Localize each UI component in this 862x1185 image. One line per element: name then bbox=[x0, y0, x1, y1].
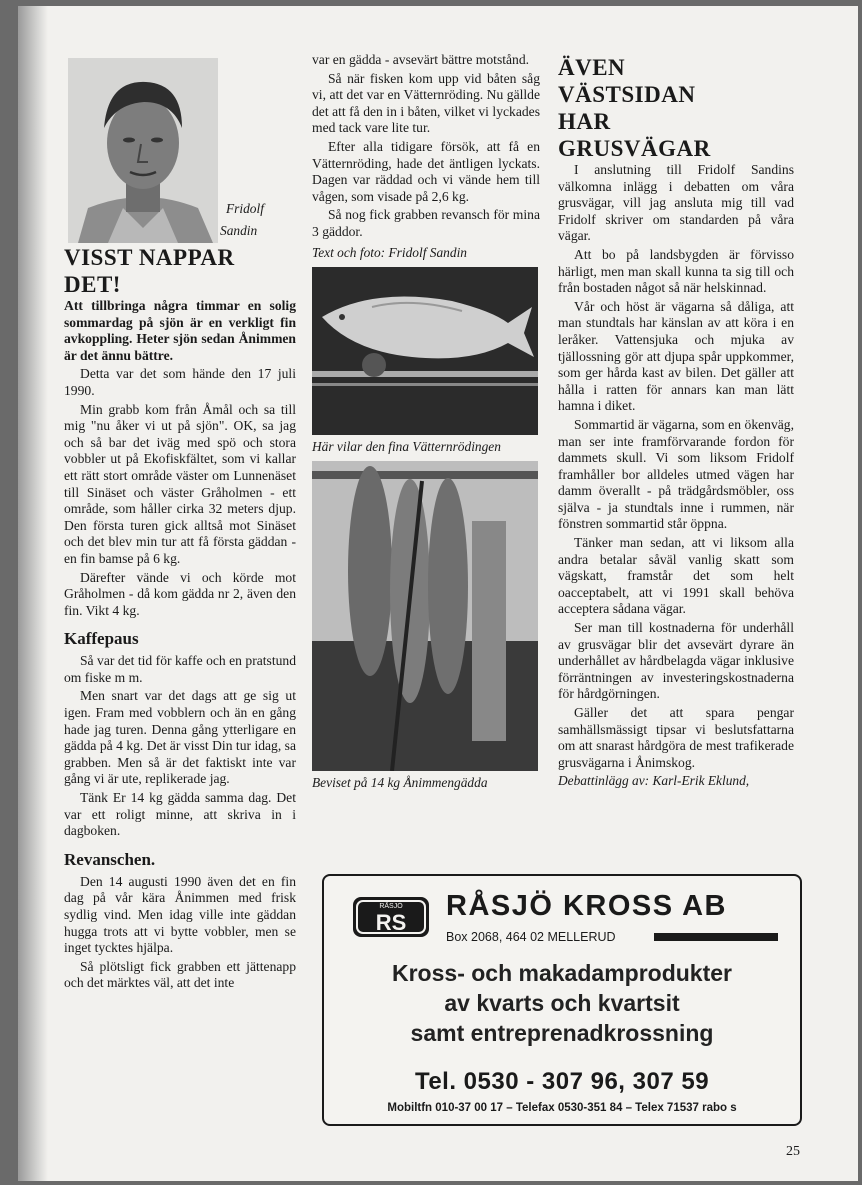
ad-mobile-fax-telex: Mobiltfn 010-37 00 17 – Telefax 0530-351 84 – Telex 71537 rabo s bbox=[387, 1102, 737, 1114]
author-first-name: Fridolf bbox=[226, 201, 264, 216]
left-column bbox=[64, 244, 296, 994]
left-headline: VISST NAPPAR DET! bbox=[64, 245, 235, 297]
right-paragraph-5: Tänker man sedan, att vi liksom alla andra betalar såväl vanlig skatt som vägskatt, framstår det som helt oacceptabelt, att vi 1991 skall behöva acceptera sådana vägar. bbox=[558, 535, 794, 617]
portrait-caption bbox=[220, 198, 264, 242]
left-paragraph-2: Min grabb kom från Åmål och sa till mig "nu åker vi ut på sjön". OK, sa jag och så bar det iväg med spö och stora vobbler ut på Ekofiskfältet, som vi kallar ett rätt stort område väster om Lunnenäset till Sinäset och väster Gråholmen - ett område, som håller cirka 32 meters djup. Den första turen gick alltså mot Sinäset och det blev min tur att få första gäddan - en fin bamse på 6 kg. bbox=[64, 401, 296, 566]
left-lead: Att tillbringa några timmar en solig sommardag på sjön är en verkligt fin avkoppling. Heter sjön sedan Ånimmen är det ännu bättre. bbox=[64, 298, 296, 363]
left-paragraph-3: Därefter vände vi och körde mot Gråholmen - då kom gädda nr 2, även den fin. Vikt 4 kg. bbox=[64, 569, 296, 618]
logo-small-text: RÅSJÖ bbox=[379, 903, 403, 910]
pike-catch-caption: Beviset på 14 kg Ånimmengädda bbox=[312, 774, 488, 790]
left-paragraph-6: Tänk Er 14 kg gädda samma dag. Det var ett roligt minne, att skriva in i dagboken. bbox=[64, 790, 296, 839]
ad-products-line-2: av kvarts och kvartsit bbox=[444, 990, 680, 1016]
left-paragraph-8: Så plötsligt fick grabben ett jättenapp och det märktes väl, att det inte bbox=[64, 958, 296, 991]
middle-column bbox=[312, 52, 540, 797]
middle-paragraph-3: Efter alla tidigare försök, att få en Vätternröding, hade det äntligen lyckats. Dagen var räddad och vi vände hem till vågen, som visade på 2,6 kg. bbox=[312, 138, 540, 204]
author-last-name: Sandin bbox=[220, 223, 258, 238]
ad-products-line-3: samt entreprenadkrossning bbox=[410, 1020, 714, 1046]
logo-letters: RS bbox=[375, 910, 407, 935]
page-number: 25 bbox=[786, 1144, 800, 1159]
left-paragraph-5: Men snart var det dags att ge sig ut igen. Fram med vobblern och än en gång hade jag turen. Denna gång ytterligare en gädda på 4 kg. Det är visst Din tur idag, sa grabben. Men så är det faktiskt inte var gång vi är ute, replikerade jag. bbox=[64, 688, 296, 787]
right-paragraph-1: I anslutning till Fridolf Sandins välkomna inlägg i debatten om våra grusvägar, vill jag ansluta mig till vad Fridolf skriver om standarden på våra vägar. bbox=[558, 162, 794, 244]
photo-credit: Text och foto: Fridolf Sandin bbox=[312, 244, 467, 260]
char-fish-photo bbox=[312, 267, 538, 435]
left-paragraph-1: Detta var det som hände den 17 juli 1990. bbox=[64, 366, 296, 398]
ad-divider-bar bbox=[654, 933, 778, 941]
middle-paragraph-1: var en gädda - avsevärt bättre motstånd. bbox=[312, 52, 530, 67]
subheading-kaffepaus: Kaffepaus bbox=[64, 629, 139, 649]
pike-catch-photo bbox=[312, 461, 538, 771]
left-paragraph-7: Den 14 augusti 1990 även det en fin dag på vår kära Ånimmen med frisk sydlig vind. Men idag ville inte gäddan hugga trots att vi bytte vobbler, men se inget tycktes hjälpa. bbox=[64, 873, 296, 956]
right-headline: ÄVEN VÄSTSIDAN HAR GRUSVÄGAR bbox=[558, 55, 711, 161]
right-paragraph-2: Att bo på landsbygden är förvisso härligt, men man skall kunna ta sig till och från bostaden något så när helskinnad. bbox=[558, 246, 794, 296]
rasjo-kross-advertisement bbox=[322, 874, 802, 1126]
char-fish-illustration bbox=[312, 267, 538, 435]
subheading-revanschen: Revanschen. bbox=[64, 849, 156, 869]
ad-products bbox=[324, 958, 800, 1048]
ad-address: Box 2068, 464 02 MELLERUD bbox=[446, 930, 616, 944]
right-paragraph-4: Sommartid är vägarna, som en ökenväg, man ser inte framförvarande fordon för dammets skull. Vi som liksom Fridolf framhåller bor alldeles utmed vägen har damm överallt - på trädgårdsmöbler, oss själva - ja stundtals inne i rummen, när fönstren sommartid står öppna. bbox=[558, 416, 794, 532]
char-fish-caption: Här vilar den fina Vätternrödingen bbox=[312, 438, 501, 454]
magazine-page bbox=[18, 6, 858, 1181]
ad-products-line-1: Kross- och makadamprodukter bbox=[392, 960, 732, 986]
right-paragraph-6: Ser man till kostnaderna för underhåll av grusvägar blir det avsevärt dyrare än underhållet av hårdbelagda vägar inklusive förräntningen av investeringskostnaderna för hårdgörningen. bbox=[558, 620, 794, 702]
right-paragraph-7: Gäller det att spara pengar samhällsmässigt tipsar vi beslutsfattarna om att snarast hårdgöra de mest trafikerade grusvägarna i Ånimskog. bbox=[558, 705, 794, 770]
middle-paragraph-4: Så nog fick grabben revansch för mina 3 gäddor. bbox=[312, 207, 540, 239]
right-paragraph-3: Vår och höst är vägarna så dåliga, att man stundtals har känslan av att köra i en leråker. Vattensjuka och mjuka av tjällossning gör att djupa spår uppkommer, som ger hårda kast av bilen. Det gäller att hålla i ratten för annars kan man lätt hamna i diket. bbox=[558, 298, 794, 414]
portrait-illustration bbox=[68, 58, 218, 243]
ad-phone: Tel. 0530 - 307 96, 307 59 bbox=[414, 1068, 710, 1095]
ad-company-name: RÅSJÖ KROSS AB bbox=[446, 890, 727, 922]
middle-paragraph-2: Så när fisken kom upp vid båten såg vi, att det var en Vätternröding. Nu gällde det att få den in i båten, vilket vi lyckades med tack vare lite tur. bbox=[312, 70, 540, 136]
pike-catch-illustration bbox=[312, 461, 538, 771]
left-paragraph-4: Så var det tid för kaffe och en pratstund om fiske m m. bbox=[64, 653, 296, 685]
rasjo-logo-icon bbox=[352, 896, 430, 938]
right-column bbox=[558, 54, 794, 795]
page-gutter bbox=[18, 6, 48, 1181]
right-byline: Debattinlägg av: Karl-Erik Eklund, bbox=[558, 773, 750, 789]
author-portrait bbox=[68, 58, 218, 243]
